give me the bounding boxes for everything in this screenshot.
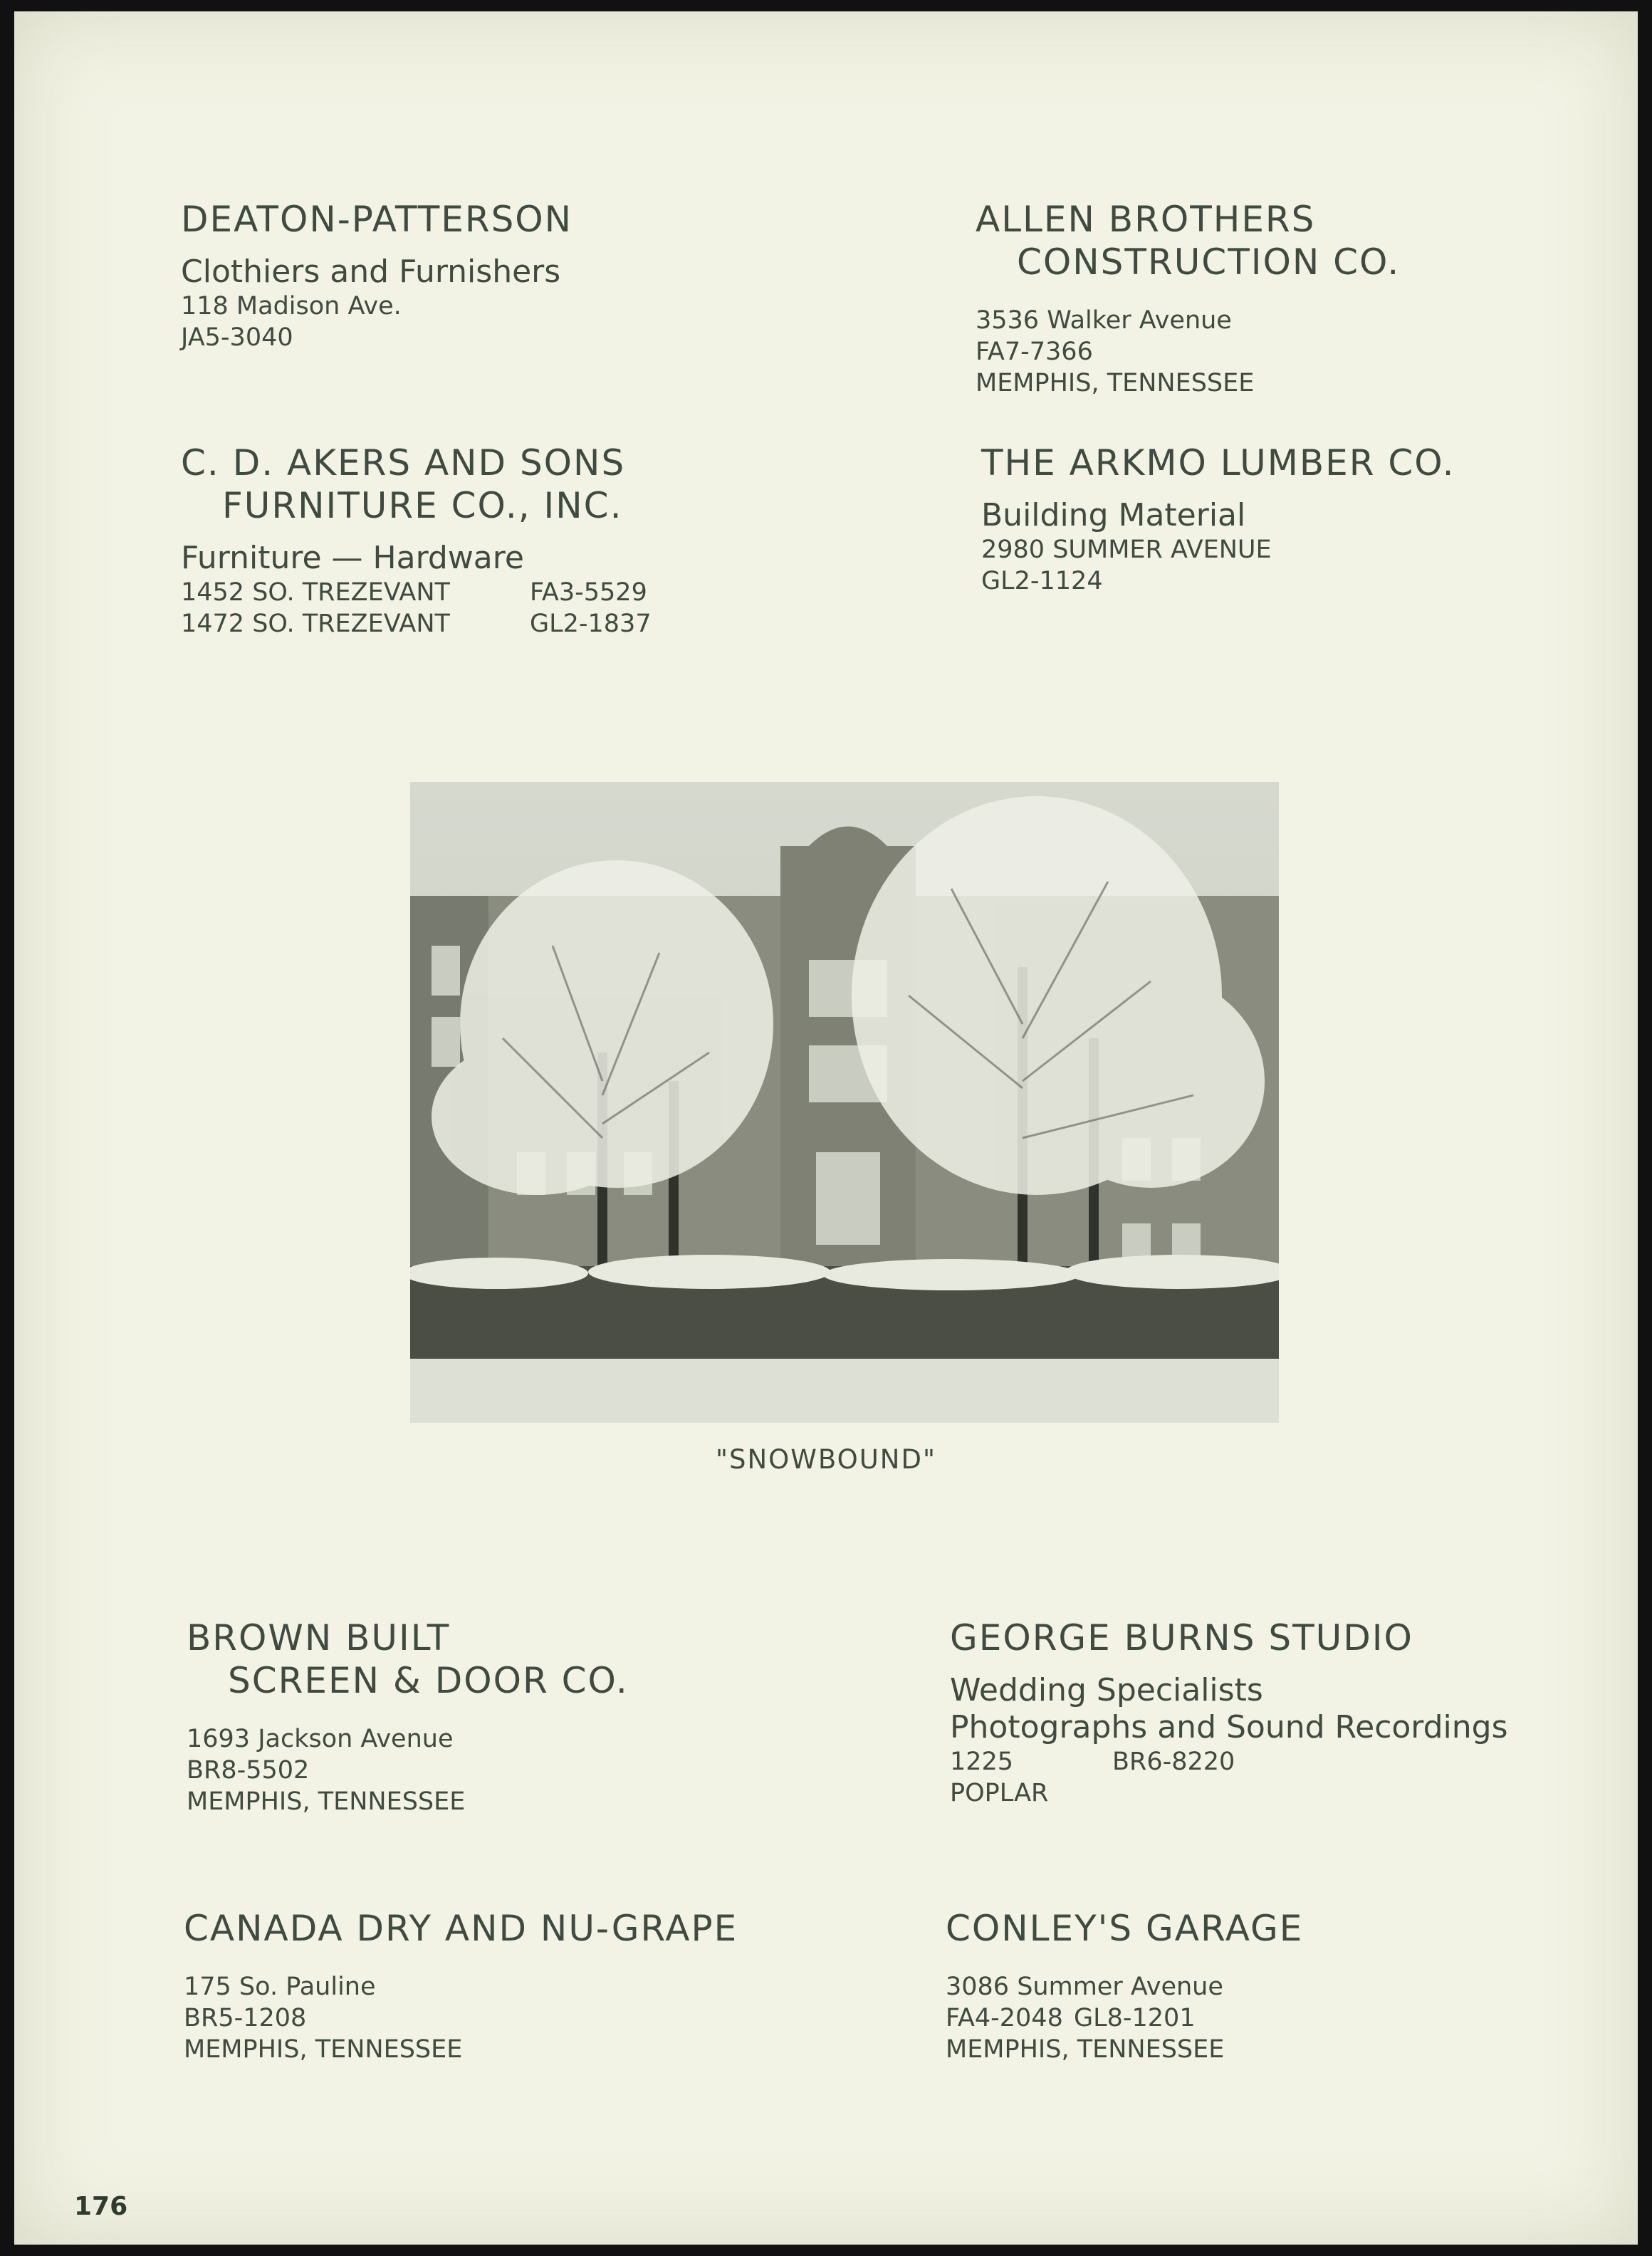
ad-akers [181,442,652,639]
ad-name-line2: SCREEN & DOOR CO. [228,1660,629,1701]
ad-name-line1: C. D. AKERS AND SONS [181,442,626,484]
ad-deaton-patterson [181,198,573,353]
ad-city: MEMPHIS, TENNESSEE [187,1787,466,1816]
ad-phone: GL2-1124 [981,567,1103,595]
ad-name-line2: FURNITURE CO., INC. [222,485,623,526]
ad-subtitle: Building Material [981,497,1246,533]
ad-subtitle: Furniture — Hardware [181,540,524,576]
snowbound-photo [410,782,1279,1423]
ad-name-line2: CONSTRUCTION CO. [1017,241,1401,283]
ad-address: 3536 Walker Avenue [976,306,1232,335]
ad-address-row-2 [181,608,652,639]
ad-phone: JA5-3040 [181,323,293,352]
ad-phone: GL8-1201 [1074,2004,1196,2032]
ad-subtitle: Clothiers and Furnishers [181,254,561,290]
ad-address: 2980 SUMMER AVENUE [981,536,1272,564]
ad-canada-dry [184,1907,738,2065]
ad-name: THE ARKMO LUMBER CO. [981,442,1455,484]
ad-subtitle: Wedding Specialists [950,1672,1263,1708]
ad-address: 3086 Summer Avenue [946,1973,1223,2001]
ad-address: 1693 Jackson Avenue [187,1725,454,1753]
ad-city: MEMPHIS, TENNESSEE [946,2035,1225,2064]
ad-name-line1: BROWN BUILT [187,1617,451,1659]
ad-phone: BR6-8220 [1112,1748,1235,1776]
ad-arkmo-lumber [981,442,1455,597]
ad-george-burns-studio [950,1617,1508,1809]
ad-phone: GL2-1837 [530,610,652,638]
ad-phone-row [946,2002,1303,2034]
ad-city: MEMPHIS, TENNESSEE [184,2035,463,2064]
ad-city: MEMPHIS, TENNESSEE [976,369,1255,397]
ad-phone: BR5-1208 [184,2004,307,2032]
ad-address: 1225 POPLAR [950,1748,1049,1807]
ad-subtitle: Photographs and Sound Recordings [950,1709,1508,1745]
ad-name: DEATON-PATTERSON [181,199,573,240]
ad-name: CANADA DRY AND NU-GRAPE [184,1908,738,1949]
ad-phone: BR8-5502 [187,1756,310,1785]
ad-address-row-1 [181,577,652,608]
ad-name: GEORGE BURNS STUDIO [950,1617,1413,1659]
ad-phone: FA3-5529 [530,578,647,607]
ad-conleys-garage [946,1907,1303,2065]
ad-phone: FA4-2048 [946,2004,1063,2032]
photo-caption: "SNOWBOUND" [715,1444,936,1475]
yearbook-page [14,11,1638,2245]
ad-phone: FA7-7366 [976,338,1093,366]
page-number: 176 [74,2192,128,2221]
ad-brown-built [187,1617,629,1817]
ad-name-line1: ALLEN BROTHERS [976,199,1316,240]
ad-allen-brothers [976,198,1400,399]
ad-address-row [950,1746,1508,1809]
snowbound-photo-image [410,782,1279,1423]
ad-address: 1472 SO. TREZEVANT [181,610,450,638]
ad-name: CONLEY'S GARAGE [946,1908,1304,1949]
ad-address: 175 So. Pauline [184,1973,376,2001]
ad-address: 1452 SO. TREZEVANT [181,578,450,607]
ad-address: 118 Madison Ave. [181,292,402,320]
